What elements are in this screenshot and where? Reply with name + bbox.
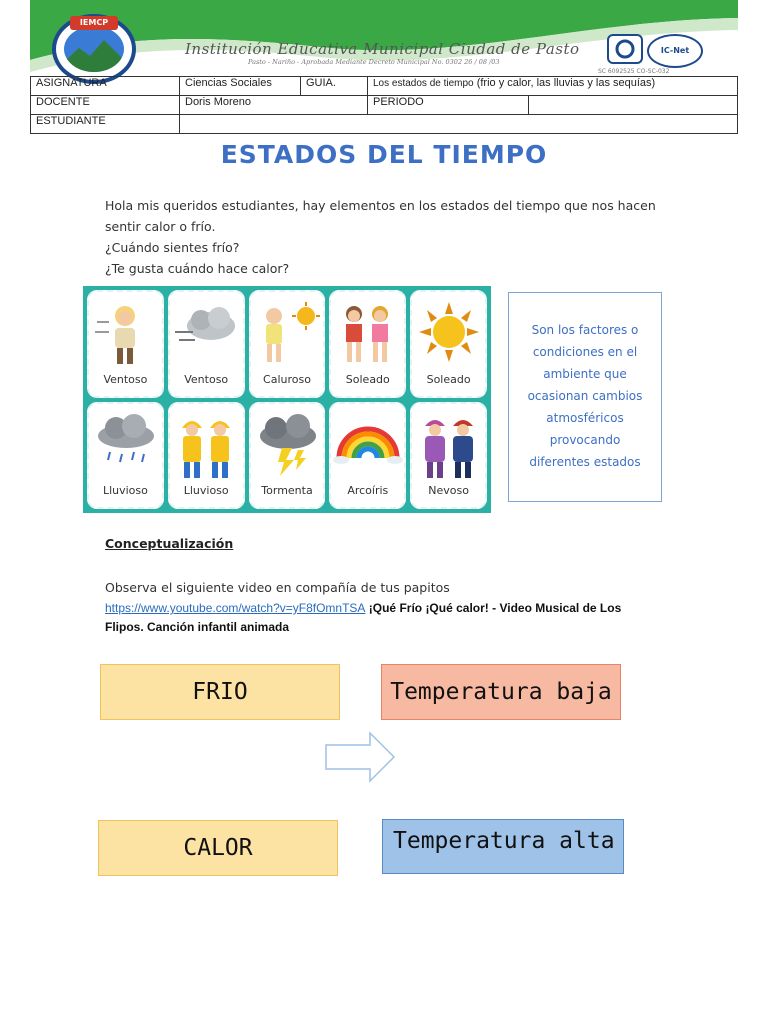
hot-kid-sun-icon	[252, 302, 322, 368]
weather-card	[87, 402, 164, 510]
observe-instruction: Observa el siguiente video en compañía de tus papitos	[105, 580, 450, 595]
page-title: ESTADOS DEL TIEMPO	[220, 140, 548, 169]
weather-card	[249, 290, 326, 398]
note-line: provocando	[549, 433, 621, 447]
video-description-cont: Flipos. Canción infantil animada	[105, 620, 290, 634]
weather-card	[249, 402, 326, 510]
intro-question: ¿Te gusta cuándo hace calor?	[105, 261, 290, 276]
definition-note	[508, 292, 662, 502]
docente-value: Doris Moreno	[180, 96, 368, 115]
sun-icon	[417, 302, 481, 362]
card-label: Ventoso	[103, 372, 148, 386]
note-line: atmosféricos	[546, 411, 624, 425]
wind-cloud-icon	[171, 302, 241, 352]
estudiante-value	[180, 115, 738, 134]
guia-label: GUIA.	[301, 77, 368, 96]
rain-cloud-icon	[90, 414, 160, 474]
estudiante-label: ESTUDIANTE	[31, 115, 180, 134]
asignatura-value: Ciencias Sociales	[180, 77, 301, 96]
raincoat-kids-icon	[174, 414, 238, 484]
windy-kid-icon	[95, 302, 155, 368]
card-label: Arcoíris	[347, 484, 389, 497]
icnet-badge: IC-Net	[647, 34, 703, 68]
certification-text: SC 6092525 CO-SC-032	[598, 68, 670, 75]
card-label: Soleado	[345, 372, 390, 386]
snow-kids-icon	[417, 414, 481, 484]
intro-line: Hola mis queridos estudiantes, hay elementos en los estados del tiempo que nos hacen	[105, 198, 656, 213]
card-label: Lluvioso	[183, 484, 229, 497]
note-line: ambiente que	[543, 367, 627, 381]
intro-line: sentir calor o frío.	[105, 219, 216, 234]
temperatura-baja-box: Temperatura baja	[381, 664, 621, 720]
temperatura-alta-box: Temperatura alta	[382, 819, 624, 874]
video-description: ¡Qué Frío ¡Qué calor! - Video Musical de Los	[365, 601, 622, 615]
card-label: Caluroso	[263, 372, 311, 386]
intro-question: ¿Cuándo sientes frío?	[105, 240, 240, 255]
weather-card	[410, 402, 487, 510]
certification-badge-icon	[607, 34, 643, 64]
note-line: Son los factores o	[531, 323, 639, 337]
card-label: Lluvioso	[102, 484, 148, 497]
note-line: diferentes estados	[529, 455, 641, 469]
storm-cloud-icon	[252, 414, 322, 476]
institution-name: Institución Educativa Municipal Ciudad de Pasto	[185, 40, 580, 58]
card-label: Tormenta	[261, 484, 313, 497]
periodo-label: PERIODO	[368, 96, 529, 115]
asignatura-label: ASIGNATURA	[31, 77, 180, 96]
card-label: Soleado	[426, 372, 471, 386]
weather-card	[329, 290, 406, 398]
logo-shield-icon	[64, 26, 124, 72]
note-line: condiciones en el	[532, 345, 638, 359]
sunny-kids-icon	[336, 302, 400, 368]
weather-card	[87, 290, 164, 398]
weather-card	[329, 402, 406, 510]
card-label: Nevoso	[428, 484, 469, 497]
school-logo	[52, 14, 136, 84]
weather-card	[168, 290, 245, 398]
institution-subtitle: Pasto - Nariño - Aprobada Mediante Decreto Municipal No. 0302 26 / 08 /03	[248, 58, 500, 66]
logo-text: IEMCP	[70, 16, 118, 30]
right-arrow-icon	[324, 731, 396, 783]
weather-cards-image	[83, 286, 491, 513]
conceptualization-heading: Conceptualización	[105, 536, 234, 551]
info-table	[30, 76, 738, 134]
weather-card	[410, 290, 487, 398]
docente-label: DOCENTE	[31, 96, 180, 115]
video-link[interactable]: https://www.youtube.com/watch?v=yF8fOmnTSA	[105, 601, 366, 615]
intro-text	[105, 195, 665, 279]
video-reference	[105, 599, 665, 637]
card-label: Ventoso	[184, 372, 229, 386]
guia-value: Los estados de tiempo (frio y calor, las lluvias y las sequías)	[368, 77, 738, 96]
rainbow-icon	[333, 414, 403, 464]
note-line: ocasionan cambios	[527, 389, 643, 403]
frio-box: FRIO	[100, 664, 340, 720]
weather-card	[168, 402, 245, 510]
calor-box: CALOR	[98, 820, 338, 876]
periodo-value	[529, 96, 738, 115]
